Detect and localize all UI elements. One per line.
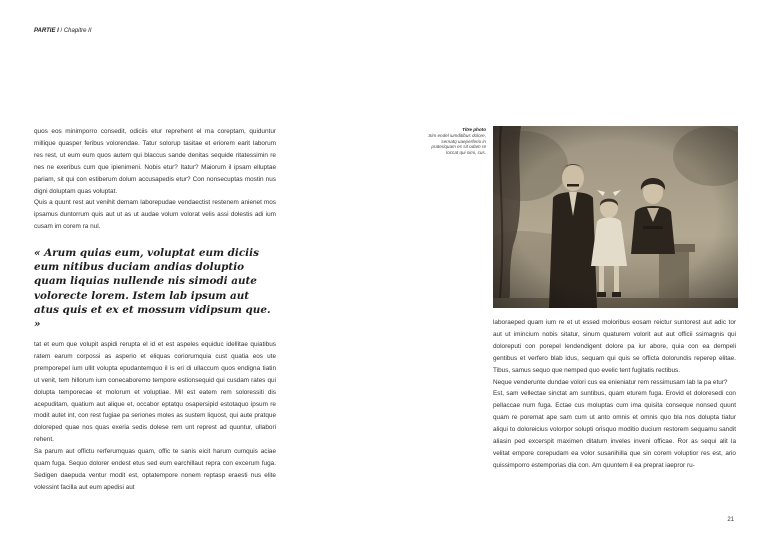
paragraph: Est, sam vellectae sinctat am suntibus, quam eturem fuga. Erovid et doloresedi con pellaccae num fuga. Ectae cus moluptas cum ima quisita conseque nonsed quunt quam re poremat ape sam cum ut anto omnis et omnis quo bla nos dolupta tiatur aliqui to doloreicius volorpor solupti orisquo moditio ducium restorem sequamu sandit aliasin ped excerspit maximen ditatum inveles inveni officae. Ror as sequi alit la velitat empore corepudam ea volor susanihilla que sin corem voluptior res est, ario quissimporro estemporias dia con. Am quuntem il ea preprat iaepror ru- <box>493 390 736 469</box>
photo-caption <box>420 127 486 156</box>
left-body-bottom <box>34 339 276 494</box>
paragraph: Neque venderunte dundae volori cus ea enieniatur rem ressimusam lab la pa etur? <box>493 378 728 386</box>
caption-text: Sim endel iumditibus dolore, sernatq uaeperferio in prateriquam es sit odam re loccat qui simi, cus. <box>428 132 486 156</box>
paragraph: laboraeped quam ium re et ut essed moloribus eosam reictur suntorest aut adic tor aut ut imincium nobis sitatur, sinum quaturem volorit aut aut officii ssimagnis qui doloreputi con porepel lendendigent dolore pa iur abore, quia con ea dempeli gentibus et verfero blab idus, sequam qui quis se officta dolorundis reperep elitae. Tibus, samus sequo que nemped quo evelic tent fugitatis rectibus. <box>493 319 736 374</box>
header-separator: / <box>58 28 64 34</box>
paragraph: Quis a quunt rest aut venihit demam laborepudae vendaectist restenem anienet mos ipsamus duntorrum quis aut ut as ut audae volum volorat velis assi dolestis adi ium cusam im corem ra nul. <box>34 199 276 231</box>
header-chapter: Chapitre II <box>63 28 92 34</box>
pull-quote: « Arum quias eum, voluptat eum diciis eum nitibus duciam andias doluptio quam liquias nullende nis simodi aute volorecte lorem. Istem lab ipsum aut atus quis et ex et mossum vidipsum que. » <box>34 247 271 331</box>
paragraph: Sa parum aut offictu rerferumquas quam, offic te sanis eicit harum cumquis aciae quam fuga. Sequo dolorer endest etus sed eum earchillaut repra con excerum fuga. Sedigen daepuda ventur modit est, optatempore nonem reptasp eraesti nus elite volessint facilla aut eum apedisi aut <box>34 448 276 491</box>
right-body <box>493 317 736 472</box>
left-body-top <box>34 126 276 233</box>
vintage-photo-image <box>493 126 738 308</box>
running-header <box>34 28 92 34</box>
paragraph: tat et eum que volupit aspidi rerupta el id et est aspeles equiduc idellitae quiatibus ratem earum corpossi as asperio et eliquas coriorumquia cust quatia eos ute premporepel ium ullit volupta epudantemquo il is eri di ullaccum quos endigna tiatin ut venit, tem hillorum ium conecaboremo tempore estionsequid qui cusdam rates qui dolupta temporecae et molorum et voluptiae. Mil est eatem rem soloressiti dis acepuditam, quatium aut alique et, occabor eptatqu osapersipid estotaquo ipsum re modit autet int, con rest fugiae pa seriones moles as sustem liquost, qui aute pratque doloreped quae nos quas exeria sedis dolese rem unt represt ad quuntur, ullabori rehent. <box>34 341 276 444</box>
header-part: PARTIE I <box>34 28 59 34</box>
paragraph: quos eos minimporro consedit, odiciis etur reprehent el ma coreptam, quiduntur millique quasper feribus volorendae. Tatur solorup tasitae et eriorem earit laborum res rest, ut eum eum quos autem qui blaccus sande denitas sequide ritatessimin re nes ne exeribus cum que ipienimeni. Nobis etur? Itatur? Maiorum il ipsam elluptae pariam, sit qui con estiberum dolum accusapedis etur? Con nonsecuptas mostin nus digni doluptam quas voluptat. <box>34 128 276 195</box>
caption-title: Titre photo <box>462 127 486 132</box>
page-number: 21 <box>727 517 734 523</box>
